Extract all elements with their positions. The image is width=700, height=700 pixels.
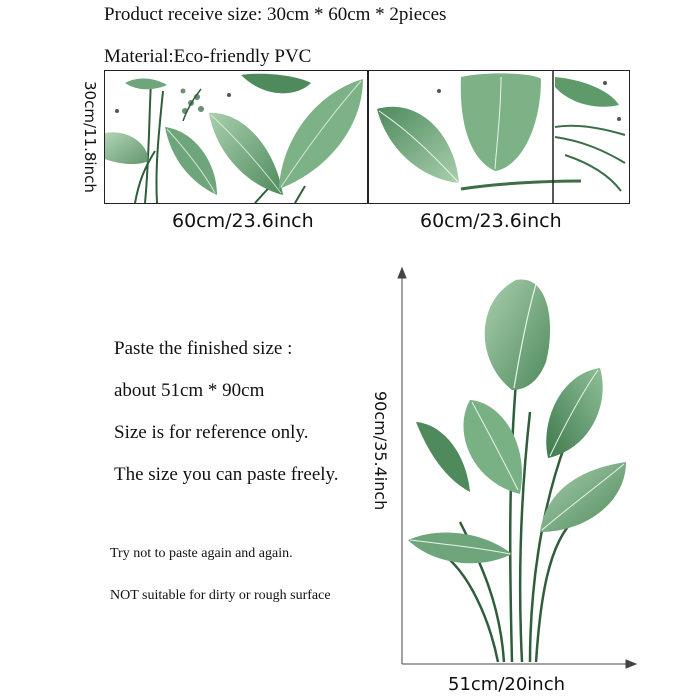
instruction-line: Paste the finished size : [114,338,293,359]
finished-plant-illustration [380,262,650,682]
material-text: Material:Eco-friendly PVC [104,46,312,67]
sheet-left-leaves-illustration [105,71,367,203]
finished-width-label: 51cm/20inch [448,674,566,695]
sticker-sheet-right [368,70,630,204]
panel-width-label-left: 60cm/23.6inch [172,210,314,232]
product-size-text: Product receive size: 30cm * 60cm * 2pieces [104,4,447,25]
instruction-line: Size is for reference only. [114,422,309,443]
instruction-line: The size you can paste freely. [114,464,339,485]
note-surface: NOT suitable for dirty or rough surface [110,588,331,603]
instruction-line: about 51cm * 90cm [114,380,265,401]
note-paste-again: Try not to paste again and again. [110,546,293,561]
panel-height-label: 30cm/11.8inch [81,81,99,193]
sheet-right-leaves-illustration [369,71,629,203]
finished-height-label: 90cm/35.4inch [371,391,390,511]
panel-width-label-right: 60cm/23.6inch [420,210,562,232]
sticker-sheet-left [104,70,368,204]
